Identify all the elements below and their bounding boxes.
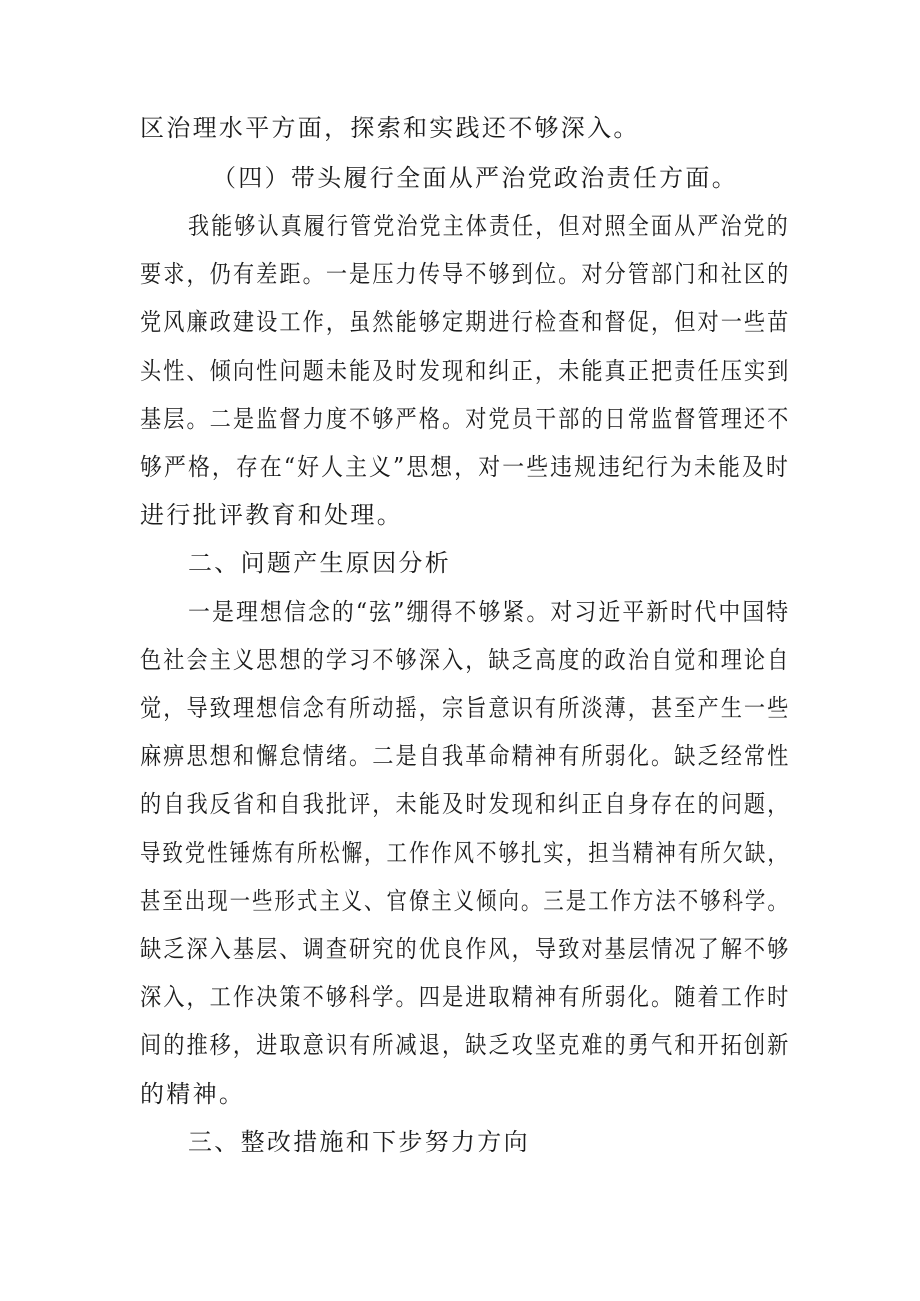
text-line: 要求，仍有差距。一是压力传导不够到位。对分管部门和社区的 [140,260,791,288]
text-line: 缺乏深入基层、调查研究的优良作风，导致对基层情况了解不够 [140,935,791,963]
text-line: 色社会主义思想的学习不够深入，缺乏高度的政治自觉和理论自 [140,646,791,674]
text-line: 头性、倾向性问题未能及时发现和纠正，未能真正把责任压实到 [140,357,791,385]
paragraph-start: 一是理想信念的“弦”绷得不够紧。对习近平新时代中国特 [188,598,791,626]
section-heading: （四）带头履行全面从严治党政治责任方面。 [212,164,738,192]
text-line: 导致党性锤炼有所松懈，工作作风不够扎实，担当精神有所欠缺， [140,839,790,867]
text-line: 进行批评教育和处理。 [140,501,403,529]
text-line: 够严格，存在“好人主义”思想，对一些违规违纪行为未能及时 [140,453,790,481]
text-line: 的自我反省和自我批评，未能及时发现和纠正自身存在的问题， [140,790,791,818]
text-line: 基层。二是监督力度不够严格。对党员干部的日常监督管理还不 [140,405,791,433]
text-line: 麻痹思想和懈怠情绪。二是自我革命精神有所弱化。缺乏经常性 [140,742,791,770]
text-line: 党风廉政建设工作，虽然能够定期进行检查和督促，但对一些苗 [140,308,791,336]
section-heading: 二、问题产生原因分析 [188,549,451,577]
text-line: 间的推移，进取意识有所减退，缺乏攻坚克难的勇气和开拓创新 [140,1031,791,1059]
text-line: 甚至出现一些形式主义、官僚主义倾向。三是工作方法不够科学。 [140,887,790,915]
text-line: 区治理水平方面，探索和实践还不够深入。 [140,114,640,142]
text-line: 深入，工作决策不够科学。四是进取精神有所弱化。随着工作时 [140,983,791,1011]
section-heading: 三、整改措施和下步努力方向 [188,1128,530,1156]
text-line: 觉，导致理想信念有所动摇，宗旨意识有所淡薄，甚至产生一些 [140,694,791,722]
paragraph-start: 我能够认真履行管党治党主体责任，但对照全面从严治党的 [188,212,790,240]
text-line: 的精神。 [140,1080,246,1108]
